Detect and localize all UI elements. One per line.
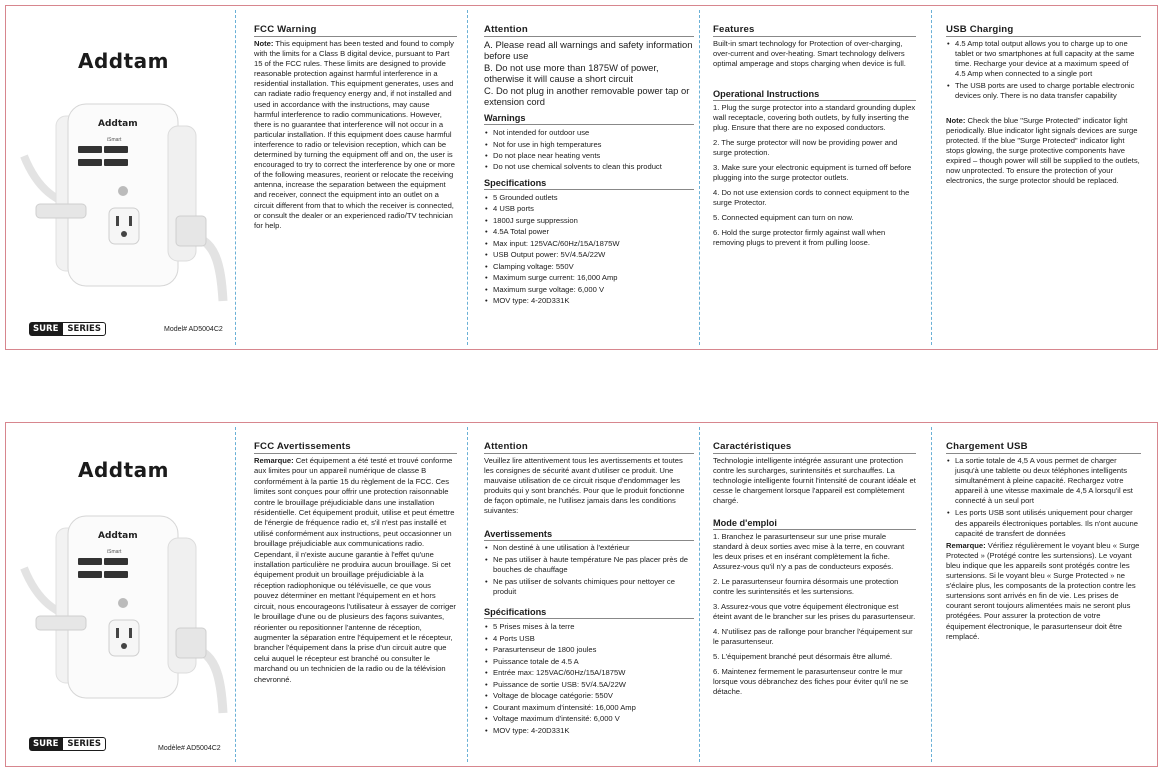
series-label: SERIES (62, 737, 106, 751)
fcc-text: This equipment has been tested and found to comply with the limits for a Class B digital device, pursuant to Part 15 of the FCC rules. These limits are designed to provide reasonable protection against harmful interference in a residential installation. This equipment generates, uses and can radiate radio frequency energy and, if not installed and used in accordance with the instructions, may cause harmful interference to radio communications. However, there is no guarantee that interference will not occur in a particular installation. If this equipment does cause harmful interference to radio or television reception, which can be determined by turning the equipment off and on, the user is encouraged to try to correct the interference by one or more of the following measures, reorient or relocate the receiving antenna, increase the separation between the equipment and receiver, connect the equipment into an outlet on a circuit different from that to which the receiver is connected, or consult the dealer or an experienced radio/TV technician for help. (254, 39, 455, 230)
fold-line (467, 427, 468, 762)
list-item: • MOV type: 4-20D331K (484, 295, 694, 307)
attention-body: Veuillez lire attentivement tous les avertissements et toutes les consignes de sécurité avant d'utiliser ce produit. Une mauvaise utilisation de ce circuit risque d'endommager les produits qui y sont branchés. Pour que le produit fonctionne de façon optimale, ne l'utilisez jamais dans les conditions suivantes: (484, 456, 685, 516)
usb-note (946, 541, 1141, 642)
list-item: • 4 USB ports (484, 203, 694, 215)
list-item: 6. Hold the surge protector firmly against wall when removing plugs to prevent it from pulling loose. (713, 228, 886, 248)
series-label: SERIES (62, 322, 106, 336)
fcc-note-label: Remarque: (254, 456, 294, 465)
attention-title: Attention (484, 441, 694, 454)
list-item: 2. The surge protector will now be providing power and surge protection. (713, 138, 898, 158)
list-item: • Les ports USB sont utilisés uniquement pour charger des appareils électroniques portables. Ils n'ont aucune capacité de transfert de données (946, 508, 1141, 538)
list-item: • La sortie totale de 4,5 A vous permet de charger jusqu'à une tablette ou deux téléphones intelligents simultanément à pleine capacité. Rechargez votre appareil à une vitesse maximale de 4,5 A lorsqu'il est connecté à un seul port (946, 456, 1141, 506)
cover-panel (6, 6, 235, 349)
list-item: • Voltage de blocage catégorie: 550V (484, 690, 694, 702)
sure-series-logo (29, 322, 106, 336)
specs-title: Spécifications (484, 607, 694, 619)
fold-line (931, 10, 932, 345)
list-item: 6. Maintenez fermement le parasurtenseur contre le mur lorsque vous débranchez des fiches pour éviter qu'il ne se détache. (713, 667, 909, 697)
usb-note-label: Remarque: (946, 540, 986, 550)
fold-line (931, 427, 932, 762)
list-item: • Entrée max: 125VAC/60Hz/15A/1875W (484, 667, 694, 679)
brand-logo: Addtam (78, 458, 170, 482)
list-item: 2. Le parasurtenseur fournira désormais une protection contre les surintensités et les surtensions. (713, 577, 899, 597)
cover-panel (6, 423, 235, 766)
model-number: Model# AD5004C2 (164, 326, 223, 333)
attention-title: Attention (484, 24, 694, 37)
features-panel (713, 423, 916, 766)
list-item: • 5 Grounded outlets (484, 192, 694, 204)
list-item: • Maximum surge voltage: 6,000 V (484, 284, 694, 296)
features-title: Caractéristiques (713, 441, 916, 454)
operational-title: Operational Instructions (713, 89, 916, 101)
attention-line-a: A. Please read all warnings and safety information before use (484, 39, 693, 62)
features-title: Features (713, 24, 916, 37)
features-panel (713, 6, 916, 349)
usb-title: Chargement USB (946, 441, 1141, 454)
list-item: 3. Assurez-vous que votre équipement électronique est éteint avant de le brancher sur les prises du parasurtenseur. (713, 602, 916, 622)
fcc-note-label: Note: (254, 39, 274, 48)
sure-label: SURE (29, 737, 62, 751)
list-item: • Not intended for outdoor use (484, 127, 694, 139)
fcc-body (254, 39, 457, 231)
list-item: • Do not place near heating vents (484, 150, 694, 162)
list-item: • Voltage maximum d'intensité: 6,000 V (484, 713, 694, 725)
attention-line-c: C. Do not plug in another removable power tap or extension cord (484, 84, 690, 108)
list-item: 1. Plug the surge protector into a standard grounding duplex wall receptacle, covering both outlets, by fully inserting the plug. Ensure that there are no exposed conductors. (713, 103, 916, 133)
fold-line (235, 10, 236, 345)
list-item: • 4.5A Total power (484, 226, 694, 238)
usb-title: USB Charging (946, 24, 1141, 37)
attention-line-b: B. Do not use more than 1875W of power, otherwise it will cause a short circuit (484, 61, 659, 85)
list-item: • Parasurtenseur de 1800 joules (484, 644, 694, 656)
fcc-panel (254, 423, 457, 766)
list-item: • Not for use in high temperatures (484, 139, 694, 151)
device-usb-label: iSmart (107, 137, 122, 143)
fcc-title: FCC Warning (254, 24, 457, 37)
model-number: Modèle# AD5004C2 (158, 745, 221, 752)
sure-label: SURE (29, 322, 62, 336)
list-item: • 4.5 Amp total output allows you to charge up to one tablet or two smartphones at full capacity at the same time. Recharge your device at a maximum speed of 4.5 Amp when connected to a single port (946, 39, 1141, 79)
fold-line (699, 427, 700, 762)
usb-panel (946, 6, 1141, 349)
surge-protector-image (16, 508, 231, 718)
brand-logo: Addtam (78, 49, 170, 73)
list-item: 1. Branchez le parasurtenseur sur une prise murale standard à deux sorties avec mise à la terre, en couvrant les deux prises et en insérant complètement la fiche. Assurez-vous qu'il n'y a pas de conducteurs exposés. (713, 532, 905, 572)
list-item: • MOV type: 4-20D331K (484, 725, 694, 737)
device-logo-label: Addtam (98, 119, 138, 129)
device-usb-label: iSmart (107, 549, 122, 555)
operational-list (713, 532, 916, 697)
list-item: • Ne pas utiliser à haute température Ne pas placer près de bouches de chauffage (484, 555, 694, 575)
warnings-title: Avertissements (484, 529, 694, 541)
fold-line (235, 427, 236, 762)
list-item: • Do not use chemical solvents to clean this product (484, 162, 694, 172)
list-item: • Max input: 125VAC/60Hz/15A/1875W (484, 238, 694, 250)
attention-panel (484, 6, 694, 349)
fold-line (467, 10, 468, 345)
usb-note-text: Check the blue "Surge Protected" indicator light periodically. Blue indicator light signals devices are surge protected. If the blue "Surge Protected" indicator light stops glowing, the surge protective components have expired – though power will still be supplied to the outlets, now unprotected. To ensure the protection of your electronics, the surge protector should be replaced. (946, 115, 1140, 186)
usb-note-label: Note: (946, 115, 966, 125)
list-item: 5. Connected equipment can turn on now. (713, 213, 854, 223)
operational-title: Mode d'emploi (713, 518, 916, 530)
warnings-list (484, 543, 694, 597)
usb-note (946, 116, 1141, 187)
sure-series-logo (29, 737, 106, 751)
list-item: • Maximum surge current: 16,000 Amp (484, 272, 694, 284)
features-body: Technologie intelligente intégrée assurant une protection contre les surcharges, surintensités et surchauffes. La technologie intelligente fournit l'intensité de courant idéale et cesse le chargement lorsque l'appareil est complètement chargé. (713, 456, 916, 506)
specs-title: Specifications (484, 178, 694, 190)
list-item: • Clamping voltage: 550V (484, 261, 694, 273)
fold-line (699, 10, 700, 345)
english-leaflet (5, 5, 1158, 350)
french-leaflet (5, 422, 1158, 767)
features-body: Built-in smart technology for Protection of over-charging, over-current and over-heating. Smart technology delivers optimal amperage and stops charging when device is full. (713, 39, 906, 69)
list-item: • Puissance totale de 4.5 A (484, 656, 694, 668)
usb-note-text: Vérifiez régulièrement le voyant bleu « Surge Protected » (Protégé contre les surtensions). Le voyant bleu indique que les appareils sont protégés contre les surtensions. Si le voyant bleu « Surge Protected » ne s'éclaire plus, les composants de la protection contre les surtensions sont arrivés en fin de vie. Les prises de courant seront toujours alimentées mais ne seront plus protégées. Pour assurer la protection de votre équipement électronique, le parasurtenseur doit être remplacé. (946, 540, 1140, 641)
specs-list (484, 192, 694, 307)
operational-list (713, 103, 916, 248)
device-logo-label: Addtam (98, 531, 138, 541)
fcc-title: FCC Avertissements (254, 441, 457, 454)
list-item: 3. Make sure your electronic equipment is turned off before plugging into the surge protector outlets. (713, 163, 912, 183)
list-item: 5. L'équipement branché peut désormais être allumé. (713, 652, 893, 662)
fcc-body (254, 456, 457, 685)
list-item: 4. Do not use extension cords to connect equipment to the surge Protector. (713, 188, 910, 208)
fcc-panel (254, 6, 457, 349)
list-item: • Courant maximum d'intensité: 16,000 Amp (484, 702, 694, 714)
warnings-title: Warnings (484, 113, 694, 125)
warnings-list (484, 127, 694, 172)
list-item: 4. N'utilisez pas de rallonge pour brancher l'équipement sur le parasurtenseur. (713, 627, 913, 647)
usb-panel (946, 423, 1141, 766)
fcc-text: Cet équipement a été testé et trouvé conforme aux limites pour un appareil numérique de classe B conformément à la partie 15 du règlement de la FCC. Ces limites sont conçues pour offrir une protection raisonnable contre le brouillage préjudiciable dans une installation résidentielle. Cet équipement produit, utilise et peut émettre de l'énergie de fréquence radio et, s'il n'est pas installé et utilisé conformément aux instructions, peut occasionner un brouillage préjudiciable aux communications radio. Cependant, il n'existe aucune garantie à l'effet qu'une installation particulière ne produira aucun brouillage. Si cet équipement produit un brouillage préjudiciable à la réception radiophonique ou télévisuelle, ce que vous pouvez déterminer en mettant l'équipement en et hors circuit, nous encourageons l'utilisateur à essayer de corriger le brouillage d'une ou de plusieurs des façons suivantes, réorienter ou repositionner l'antenne de réception, augmenter la séparation entre l'équipement et le récepteur, brancher l'équipement dans la prise d'un circuit autre que celui auquel le récepteur est branché ou consulter le marchand ou un technicien de la radio ou de la télévision chevronné. (254, 456, 456, 684)
list-item: • USB Output power: 5V/4.5A/22W (484, 249, 694, 261)
list-item: • The USB ports are used to charge portable electronic devices only. There is no data transfer capability (946, 81, 1141, 101)
list-item: • Puissance de sortie USB: 5V/4.5A/22W (484, 679, 694, 691)
attention-panel (484, 423, 694, 766)
surge-protector-image (16, 96, 231, 306)
specs-list (484, 621, 694, 736)
usb-list (946, 39, 1141, 102)
list-item: • Ne pas utiliser de solvants chimiques pour nettoyer ce produit (484, 577, 694, 597)
list-item: • 1800J surge suppression (484, 215, 694, 227)
list-item: • Non destiné à une utilisation à l'extérieur (484, 543, 694, 553)
list-item: • 5 Prises mises à la terre (484, 621, 694, 633)
usb-list (946, 456, 1141, 539)
list-item: • 4 Ports USB (484, 633, 694, 645)
